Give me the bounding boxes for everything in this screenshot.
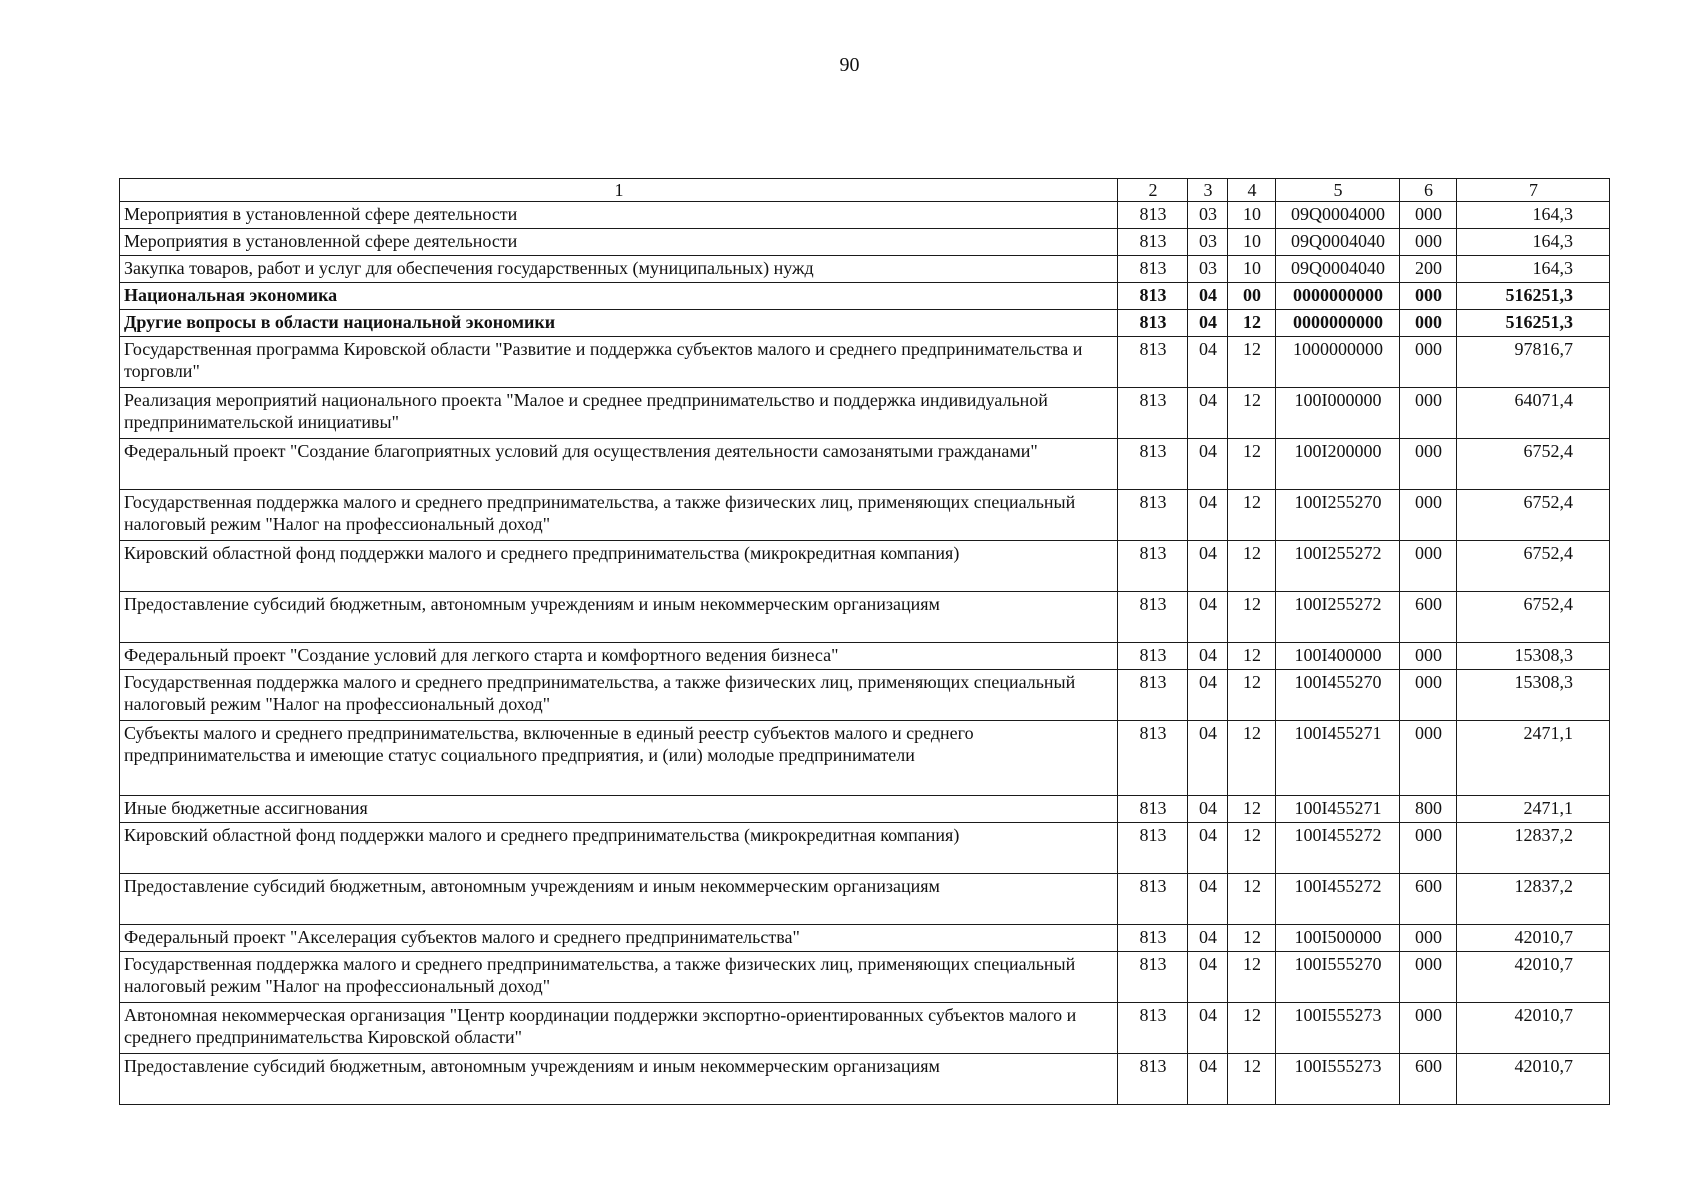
section-code-cell: 04 bbox=[1188, 1054, 1228, 1105]
table-row bbox=[120, 670, 1610, 721]
target-article-cell: 100I400000 bbox=[1276, 643, 1400, 670]
table-row bbox=[120, 229, 1610, 256]
expense-type-cell: 600 bbox=[1400, 874, 1457, 925]
amount-cell: 64071,4 bbox=[1457, 388, 1610, 439]
section-code-cell: 04 bbox=[1188, 796, 1228, 823]
row-name-cell: Предоставление субсидий бюджетным, автономным учреждениям и иным некоммерческим организациям bbox=[120, 1054, 1118, 1105]
amount-cell: 15308,3 bbox=[1457, 670, 1610, 721]
subsection-code-cell: 12 bbox=[1228, 796, 1276, 823]
budget-table bbox=[119, 178, 1610, 1105]
ministry-code-cell: 813 bbox=[1118, 952, 1188, 1003]
section-code-cell: 04 bbox=[1188, 643, 1228, 670]
expense-type-cell: 000 bbox=[1400, 1003, 1457, 1054]
row-name-cell: Иные бюджетные ассигнования bbox=[120, 796, 1118, 823]
amount-cell: 6752,4 bbox=[1457, 541, 1610, 592]
row-name-cell: Кировский областной фонд поддержки малого и среднего предпринимательства (микрокредитная компания) bbox=[120, 823, 1118, 874]
ministry-code-cell: 813 bbox=[1118, 541, 1188, 592]
target-article-cell: 100I455272 bbox=[1276, 823, 1400, 874]
target-article-cell: 100I455271 bbox=[1276, 721, 1400, 796]
section-code-cell: 04 bbox=[1188, 925, 1228, 952]
section-code-cell: 04 bbox=[1188, 388, 1228, 439]
amount-cell: 15308,3 bbox=[1457, 643, 1610, 670]
expense-type-cell: 000 bbox=[1400, 823, 1457, 874]
ministry-code-cell: 813 bbox=[1118, 592, 1188, 643]
section-code-cell: 04 bbox=[1188, 823, 1228, 874]
table-row bbox=[120, 337, 1610, 388]
row-name-cell: Государственная поддержка малого и среднего предпринимательства, а также физических лиц, применяющих специальный налоговый режим "Налог на профессиональный доход" bbox=[120, 952, 1118, 1003]
section-code-cell: 04 bbox=[1188, 721, 1228, 796]
amount-cell: 516251,3 bbox=[1457, 283, 1610, 310]
ministry-code-cell: 813 bbox=[1118, 490, 1188, 541]
ministry-code-cell: 813 bbox=[1118, 337, 1188, 388]
subsection-code-cell: 00 bbox=[1228, 283, 1276, 310]
subsection-code-cell: 12 bbox=[1228, 439, 1276, 490]
section-code-cell: 04 bbox=[1188, 439, 1228, 490]
ministry-code-cell: 813 bbox=[1118, 1003, 1188, 1054]
amount-cell: 516251,3 bbox=[1457, 310, 1610, 337]
section-code-cell: 04 bbox=[1188, 310, 1228, 337]
amount-cell: 164,3 bbox=[1457, 229, 1610, 256]
column-number-header: 2 bbox=[1118, 179, 1188, 202]
row-name-cell: Национальная экономика bbox=[120, 283, 1118, 310]
amount-cell: 6752,4 bbox=[1457, 490, 1610, 541]
section-code-cell: 04 bbox=[1188, 541, 1228, 592]
subsection-code-cell: 12 bbox=[1228, 541, 1276, 592]
expense-type-cell: 000 bbox=[1400, 310, 1457, 337]
row-name-cell: Автономная некоммерческая организация "Центр координации поддержки экспортно-ориентированных субъектов малого и среднего предпринимательства Кировской области" bbox=[120, 1003, 1118, 1054]
expense-type-cell: 000 bbox=[1400, 388, 1457, 439]
table-row bbox=[120, 202, 1610, 229]
section-code-cell: 04 bbox=[1188, 1003, 1228, 1054]
target-article-cell: 100I455271 bbox=[1276, 796, 1400, 823]
expense-type-cell: 000 bbox=[1400, 643, 1457, 670]
subsection-code-cell: 12 bbox=[1228, 670, 1276, 721]
expense-type-cell: 000 bbox=[1400, 952, 1457, 1003]
table-row bbox=[120, 388, 1610, 439]
row-name-cell: Другие вопросы в области национальной экономики bbox=[120, 310, 1118, 337]
subsection-code-cell: 12 bbox=[1228, 823, 1276, 874]
section-code-cell: 04 bbox=[1188, 874, 1228, 925]
amount-cell: 6752,4 bbox=[1457, 592, 1610, 643]
ministry-code-cell: 813 bbox=[1118, 1054, 1188, 1105]
expense-type-cell: 000 bbox=[1400, 229, 1457, 256]
table-row bbox=[120, 721, 1610, 796]
subsection-code-cell: 12 bbox=[1228, 592, 1276, 643]
row-name-cell: Мероприятия в установленной сфере деятельности bbox=[120, 202, 1118, 229]
target-article-cell: 100I200000 bbox=[1276, 439, 1400, 490]
amount-cell: 42010,7 bbox=[1457, 1054, 1610, 1105]
expense-type-cell: 000 bbox=[1400, 283, 1457, 310]
row-name-cell: Федеральный проект "Создание условий для легкого старта и комфортного ведения бизнеса" bbox=[120, 643, 1118, 670]
ministry-code-cell: 813 bbox=[1118, 721, 1188, 796]
row-name-cell: Предоставление субсидий бюджетным, автономным учреждениям и иным некоммерческим организациям bbox=[120, 874, 1118, 925]
ministry-code-cell: 813 bbox=[1118, 823, 1188, 874]
row-name-cell: Государственная программа Кировской области "Развитие и поддержка субъектов малого и среднего предпринимательства и торговли" bbox=[120, 337, 1118, 388]
target-article-cell: 100I555270 bbox=[1276, 952, 1400, 1003]
column-number-header: 4 bbox=[1228, 179, 1276, 202]
subsection-code-cell: 12 bbox=[1228, 952, 1276, 1003]
column-number-header: 5 bbox=[1276, 179, 1400, 202]
subsection-code-cell: 12 bbox=[1228, 643, 1276, 670]
expense-type-cell: 000 bbox=[1400, 337, 1457, 388]
column-number-header: 7 bbox=[1457, 179, 1610, 202]
subsection-code-cell: 12 bbox=[1228, 388, 1276, 439]
amount-cell: 164,3 bbox=[1457, 202, 1610, 229]
row-name-cell: Реализация мероприятий национального проекта "Малое и среднее предпринимательство и поддержка индивидуальной предпринимательской инициативы" bbox=[120, 388, 1118, 439]
target-article-cell: 09Q0004000 bbox=[1276, 202, 1400, 229]
target-article-cell: 100I000000 bbox=[1276, 388, 1400, 439]
amount-cell: 42010,7 bbox=[1457, 952, 1610, 1003]
section-code-cell: 04 bbox=[1188, 952, 1228, 1003]
table-row bbox=[120, 1054, 1610, 1105]
subsection-code-cell: 12 bbox=[1228, 1003, 1276, 1054]
table-row bbox=[120, 592, 1610, 643]
expense-type-cell: 000 bbox=[1400, 670, 1457, 721]
section-code-cell: 03 bbox=[1188, 229, 1228, 256]
expense-type-cell: 600 bbox=[1400, 1054, 1457, 1105]
page-number: 90 bbox=[839, 54, 860, 76]
ministry-code-cell: 813 bbox=[1118, 439, 1188, 490]
table-row bbox=[120, 925, 1610, 952]
expense-type-cell: 000 bbox=[1400, 202, 1457, 229]
row-name-cell: Мероприятия в установленной сфере деятельности bbox=[120, 229, 1118, 256]
ministry-code-cell: 813 bbox=[1118, 925, 1188, 952]
table-row bbox=[120, 541, 1610, 592]
amount-cell: 42010,7 bbox=[1457, 1003, 1610, 1054]
table-row bbox=[120, 439, 1610, 490]
row-name-cell: Федеральный проект "Акселерация субъектов малого и среднего предпринимательства" bbox=[120, 925, 1118, 952]
table-row bbox=[120, 643, 1610, 670]
target-article-cell: 09Q0004040 bbox=[1276, 256, 1400, 283]
section-code-cell: 03 bbox=[1188, 256, 1228, 283]
subsection-code-cell: 10 bbox=[1228, 256, 1276, 283]
target-article-cell: 100I255270 bbox=[1276, 490, 1400, 541]
amount-cell: 2471,1 bbox=[1457, 796, 1610, 823]
section-code-cell: 04 bbox=[1188, 592, 1228, 643]
column-number-header: 6 bbox=[1400, 179, 1457, 202]
section-code-cell: 04 bbox=[1188, 337, 1228, 388]
section-code-cell: 04 bbox=[1188, 283, 1228, 310]
target-article-cell: 100I255272 bbox=[1276, 592, 1400, 643]
ministry-code-cell: 813 bbox=[1118, 874, 1188, 925]
ministry-code-cell: 813 bbox=[1118, 796, 1188, 823]
target-article-cell: 100I555273 bbox=[1276, 1054, 1400, 1105]
target-article-cell: 0000000000 bbox=[1276, 310, 1400, 337]
row-name-cell: Закупка товаров, работ и услуг для обеспечения государственных (муниципальных) нужд bbox=[120, 256, 1118, 283]
target-article-cell: 1000000000 bbox=[1276, 337, 1400, 388]
target-article-cell: 100I555273 bbox=[1276, 1003, 1400, 1054]
row-name-cell: Предоставление субсидий бюджетным, автономным учреждениям и иным некоммерческим организациям bbox=[120, 592, 1118, 643]
row-name-cell: Федеральный проект "Создание благоприятных условий для осуществления деятельности самозанятыми гражданами" bbox=[120, 439, 1118, 490]
subsection-code-cell: 12 bbox=[1228, 1054, 1276, 1105]
expense-type-cell: 200 bbox=[1400, 256, 1457, 283]
subsection-code-cell: 12 bbox=[1228, 925, 1276, 952]
table-row bbox=[120, 283, 1610, 310]
target-article-cell: 0000000000 bbox=[1276, 283, 1400, 310]
section-code-cell: 04 bbox=[1188, 670, 1228, 721]
ministry-code-cell: 813 bbox=[1118, 229, 1188, 256]
column-number-header: 1 bbox=[120, 179, 1118, 202]
target-article-cell: 100I255272 bbox=[1276, 541, 1400, 592]
expense-type-cell: 600 bbox=[1400, 592, 1457, 643]
amount-cell: 12837,2 bbox=[1457, 874, 1610, 925]
subsection-code-cell: 10 bbox=[1228, 202, 1276, 229]
subsection-code-cell: 12 bbox=[1228, 310, 1276, 337]
column-number-header: 3 bbox=[1188, 179, 1228, 202]
table-row bbox=[120, 823, 1610, 874]
amount-cell: 6752,4 bbox=[1457, 439, 1610, 490]
expense-type-cell: 000 bbox=[1400, 439, 1457, 490]
target-article-cell: 100I455270 bbox=[1276, 670, 1400, 721]
table-row bbox=[120, 310, 1610, 337]
section-code-cell: 03 bbox=[1188, 202, 1228, 229]
amount-cell: 164,3 bbox=[1457, 256, 1610, 283]
expense-type-cell: 000 bbox=[1400, 721, 1457, 796]
ministry-code-cell: 813 bbox=[1118, 643, 1188, 670]
subsection-code-cell: 10 bbox=[1228, 229, 1276, 256]
ministry-code-cell: 813 bbox=[1118, 202, 1188, 229]
table-row bbox=[120, 256, 1610, 283]
table-row bbox=[120, 796, 1610, 823]
expense-type-cell: 800 bbox=[1400, 796, 1457, 823]
expense-type-cell: 000 bbox=[1400, 925, 1457, 952]
ministry-code-cell: 813 bbox=[1118, 310, 1188, 337]
ministry-code-cell: 813 bbox=[1118, 388, 1188, 439]
ministry-code-cell: 813 bbox=[1118, 256, 1188, 283]
section-code-cell: 04 bbox=[1188, 490, 1228, 541]
row-name-cell: Государственная поддержка малого и среднего предпринимательства, а также физических лиц, применяющих специальный налоговый режим "Налог на профессиональный доход" bbox=[120, 490, 1118, 541]
amount-cell: 2471,1 bbox=[1457, 721, 1610, 796]
expense-type-cell: 000 bbox=[1400, 541, 1457, 592]
row-name-cell: Кировский областной фонд поддержки малого и среднего предпринимательства (микрокредитная компания) bbox=[120, 541, 1118, 592]
table-row bbox=[120, 874, 1610, 925]
column-number-header-row bbox=[120, 179, 1610, 202]
target-article-cell: 09Q0004040 bbox=[1276, 229, 1400, 256]
table-row bbox=[120, 952, 1610, 1003]
target-article-cell: 100I455272 bbox=[1276, 874, 1400, 925]
subsection-code-cell: 12 bbox=[1228, 874, 1276, 925]
ministry-code-cell: 813 bbox=[1118, 670, 1188, 721]
ministry-code-cell: 813 bbox=[1118, 283, 1188, 310]
amount-cell: 97816,7 bbox=[1457, 337, 1610, 388]
row-name-cell: Субъекты малого и среднего предпринимательства, включенные в единый реестр субъектов малого и среднего предпринимательства и имеющие статус социального предприятия, и (или) молодые предприниматели bbox=[120, 721, 1118, 796]
amount-cell: 42010,7 bbox=[1457, 925, 1610, 952]
subsection-code-cell: 12 bbox=[1228, 721, 1276, 796]
amount-cell: 12837,2 bbox=[1457, 823, 1610, 874]
table-row bbox=[120, 1003, 1610, 1054]
row-name-cell: Государственная поддержка малого и среднего предпринимательства, а также физических лиц, применяющих специальный налоговый режим "Налог на профессиональный доход" bbox=[120, 670, 1118, 721]
subsection-code-cell: 12 bbox=[1228, 337, 1276, 388]
table-row bbox=[120, 490, 1610, 541]
expense-type-cell: 000 bbox=[1400, 490, 1457, 541]
subsection-code-cell: 12 bbox=[1228, 490, 1276, 541]
target-article-cell: 100I500000 bbox=[1276, 925, 1400, 952]
